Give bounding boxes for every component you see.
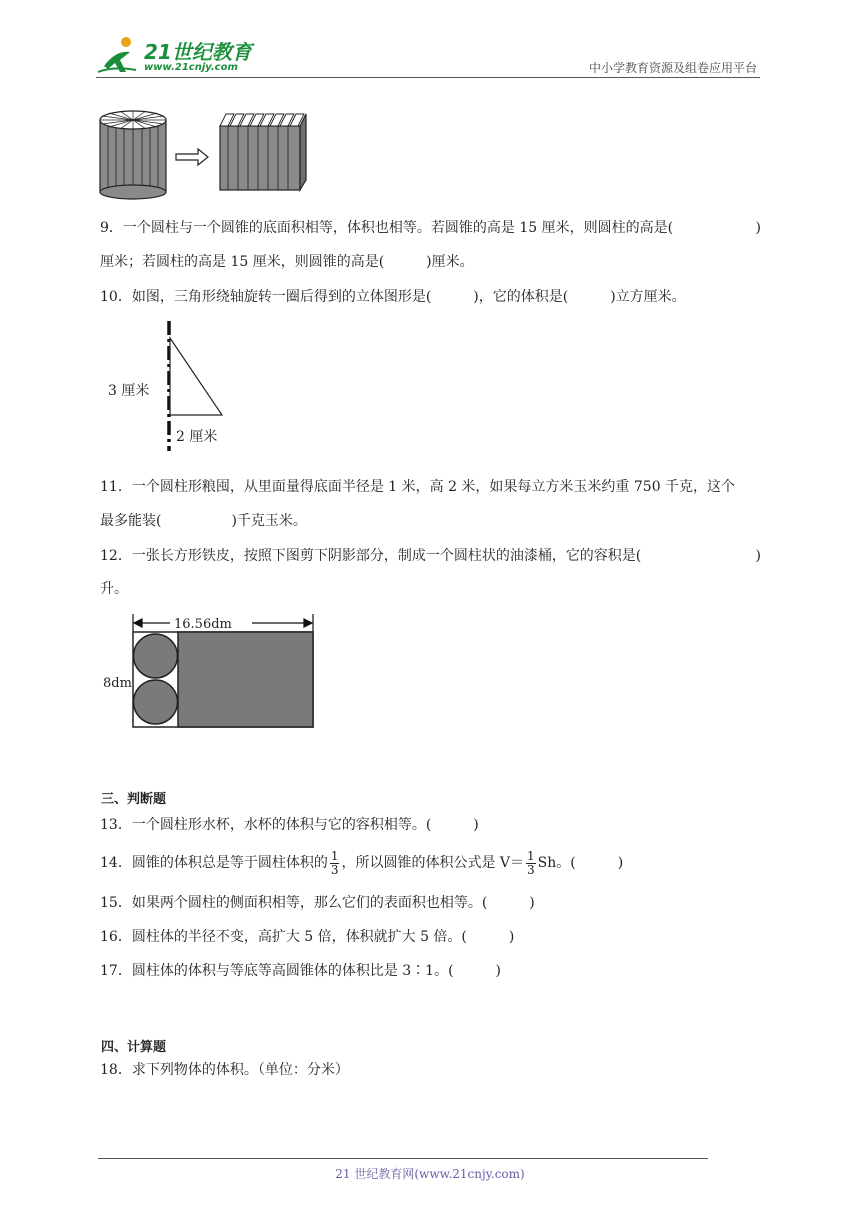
fraction-denominator: 3 xyxy=(330,862,339,877)
header-divider xyxy=(96,77,760,78)
cylinder-strips-figure xyxy=(98,108,308,203)
question-9-line-1 xyxy=(100,218,765,238)
question-14-text-c: Sh。( ) xyxy=(537,855,624,871)
section-title-calculation: 四、计算题 xyxy=(101,1040,167,1055)
fraction-numerator: 1 xyxy=(527,848,535,863)
question-14-text-b: ，所以圆锥的体积公式是 V＝ xyxy=(341,855,525,871)
logo-title: 21世纪教育 xyxy=(144,40,252,64)
question-11-line-1: 11．一个圆柱形粮囤，从里面量得底面半径是 1 米，高 2 米，如果每立方米玉米约重 750 千克，这个 xyxy=(100,479,736,495)
width-label: 16.56dm xyxy=(174,617,232,632)
fraction-numerator: 1 xyxy=(330,848,339,863)
answer-blank: ) xyxy=(755,220,761,236)
question-10-text: 10．如图，三角形绕轴旋转一圈后得到的立体图形是( )，它的体积是( )立方厘米。 xyxy=(100,289,686,305)
question-12-line-2: 升。 xyxy=(100,581,128,597)
question-15-text: 15．如果两个圆柱的侧面积相等，那么它们的表面积也相等。( ) xyxy=(100,895,535,911)
fraction-denominator: 3 xyxy=(527,862,535,877)
height-label: 8dm xyxy=(103,676,132,691)
fraction-one-third xyxy=(526,850,536,877)
fraction-one-third xyxy=(330,850,340,877)
site-logo xyxy=(96,34,266,78)
question-12-text: 12．一张长方形铁皮，按照下图剪下阴影部分，制成一个圆柱状的油漆桶，它的容积是( xyxy=(100,548,642,564)
shaded-circle-top xyxy=(134,634,178,678)
triangle-rotation-figure xyxy=(100,318,240,453)
height-label: 3 厘米 xyxy=(108,383,150,399)
cuboid-strips-shape xyxy=(220,114,306,190)
question-17-text: 17．圆柱体的体积与等底等高圆锥体的体积比是 3∶1。( ) xyxy=(100,963,502,979)
header-tagline: 中小学教育资源及组卷应用平台 xyxy=(588,61,757,75)
question-16-text: 16．圆柱体的半径不变，高扩大 5 倍，体积就扩大 5 倍。( ) xyxy=(100,929,515,945)
right-triangle xyxy=(170,338,222,415)
question-13-text: 13．一个圆柱形水杯，水杯的体积与它的容积相等。( ) xyxy=(100,817,479,833)
arrow-right-icon xyxy=(176,149,208,165)
iron-sheet-figure xyxy=(100,610,320,735)
section-title-judgment: 三、判断题 xyxy=(101,792,167,807)
question-9-text: 9．一个圆柱与一个圆锥的底面积相等，体积也相等。若圆锥的高是 15 厘米，则圆柱的高是( xyxy=(100,220,674,236)
answer-blank: ) xyxy=(755,548,761,564)
question-12-line-1 xyxy=(100,546,765,566)
shaded-circle-bottom xyxy=(134,680,178,724)
runner-logo-icon xyxy=(96,36,142,76)
base-label: 2 厘米 xyxy=(176,429,218,445)
question-9-line-2: 厘米；若圆柱的高是 15 厘米，则圆锥的高是( )厘米。 xyxy=(100,254,474,270)
question-14-text-a: 14．圆锥的体积总是等于圆柱体积的 xyxy=(100,855,328,871)
cylinder-shape xyxy=(100,111,166,199)
shaded-side-rectangle xyxy=(178,632,313,727)
footer-text: 21 世纪教育网(www.21cnjy.com) xyxy=(335,1167,525,1181)
logo-url: www.21cnjy.com xyxy=(144,62,238,73)
question-18-text: 18．求下列物体的体积。（单位：分米） xyxy=(100,1062,349,1078)
question-11-line-2: 最多能装( )千克玉米。 xyxy=(100,513,307,529)
footer-divider xyxy=(98,1158,708,1159)
question-14-line xyxy=(100,846,765,880)
